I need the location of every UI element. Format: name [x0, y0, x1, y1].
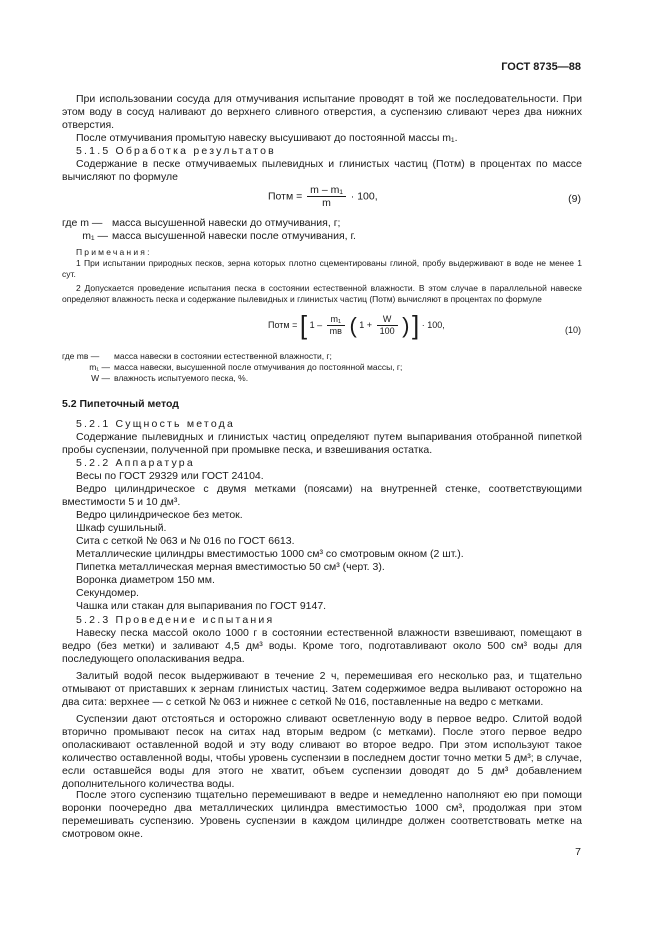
list-item: Пипетка металлическая мерная вместимостью 50 см³ (черт. 3). — [76, 561, 385, 573]
formula-term: 1 + — [359, 319, 373, 330]
formula-term: 1 – — [309, 319, 323, 330]
formula-rhs: · 100, — [421, 319, 445, 330]
page-number: 7 — [575, 846, 581, 858]
formula-numerator: m₁ — [327, 314, 345, 326]
formula-numerator: W — [377, 314, 398, 326]
list-item: Металлические цилиндры вместимостью 1000 см³ со смотровым окном (2 шт.). — [76, 548, 464, 560]
list-item: Ведро цилиндрическое без меток. — [76, 509, 243, 521]
symbol-definitions — [62, 217, 582, 243]
formula-fraction — [307, 184, 346, 209]
definition: масса высушенной навески до отмучивания, г; — [112, 217, 341, 229]
formula-denominator: 100 — [379, 326, 395, 336]
formula-number: (9) — [568, 193, 581, 205]
list-item: Сита с сеткой № 063 и № 016 по ГОСТ 6613. — [76, 535, 295, 547]
paren-close: ) — [402, 313, 410, 338]
formula-9 — [268, 184, 378, 209]
definition-row — [62, 230, 582, 243]
definition-row — [62, 373, 582, 384]
formula-numerator: m – m₁ — [307, 184, 346, 197]
symbol: где m — — [62, 217, 103, 229]
bracket-open: [ — [299, 310, 308, 340]
formula-denominator: m — [322, 197, 331, 209]
section-heading: 5.2.2 Аппаратура — [76, 457, 195, 469]
paragraph: После отмучивания промытую навеску высушивают до постоянной массы m₁. — [76, 132, 458, 144]
section-heading: 5.1.5 Обработка результатов — [76, 145, 276, 157]
definition: масса высушенной навески после отмучивания, г. — [112, 230, 356, 242]
note: 1 При испытании природных песков, зерна которых плотно сцементированы глиной, пробу выдерживают в воде не менее 1 сут. — [62, 258, 582, 279]
list-item: Воронка диаметром 150 мм. — [76, 574, 215, 586]
definition-row — [62, 217, 582, 230]
notes-title: Примечания: — [76, 247, 152, 257]
paragraph: При использовании сосуда для отмучивания испытание проводят в той же последовательности. При этом воду в сосуд наливают до верхнего сливного отверстия, а суспензию сливают через два нижних отверстия. — [62, 93, 582, 131]
standard-header: ГОСТ 8735—88 — [501, 61, 581, 73]
note: 2 Допускается проведение испытания песка в состоянии естественной влажности. В этом случае в параллельной навеске определяют влажность песка и содержание пылевидных и глинистых частиц (Потм) вычисляют в процентах по формуле — [62, 283, 582, 304]
list-item: Секундомер. — [76, 587, 139, 599]
definition-row — [62, 362, 582, 373]
formula-lhs: Потм = — [268, 319, 298, 330]
formula-rhs: · 100, — [350, 190, 378, 203]
formula-fraction — [377, 314, 398, 337]
symbol: W — — [91, 373, 110, 383]
bracket-close: ] — [411, 310, 420, 340]
list-item: Весы по ГОСТ 29329 или ГОСТ 24104. — [76, 470, 264, 482]
section-heading: 5.2.1 Сущность метода — [76, 418, 236, 430]
symbol: где mв — — [62, 351, 100, 361]
paragraph: Навеску песка массой около 1000 г в состоянии естественной влажности взвешивают, помещают в ведро (без метки) и заливают 4,5 дм³ воды. Кроме того, подготавливают около 500 см³ воды для последующего ополаскивания ведра. — [62, 627, 582, 665]
paragraph: После этого суспензию тщательно перемешивают в ведре и немедленно наполняют ею при помощи воронки поочередно два металлических цилиндра вместимостью 1000 см³, продолжая при этом перемешивать суспензию. Уровень суспензии в каждом цилиндре должен соответствовать метке на смотровом окне. — [62, 789, 582, 840]
definition-row — [62, 351, 582, 362]
symbol: m₁ — — [89, 362, 110, 372]
definition: масса навески в состоянии естественной влажности, г; — [114, 351, 332, 361]
formula-10 — [268, 310, 445, 340]
formula-lhs: Потм = — [268, 190, 303, 203]
list-item: Ведро цилиндрическое с двумя метками (поясами) на внутренней стенке, соответствующими вместимости 5 и 10 дм³. — [62, 483, 582, 508]
paragraph: Содержание пылевидных и глинистых частиц определяют путем выпаривания отобранной пипеткой пробы суспензии, полученной при промывке песка, и взвешивания остатка. — [62, 431, 582, 456]
formula-denominator: mв — [329, 326, 342, 336]
definition: влажность испытуемого песка, %. — [114, 373, 249, 383]
list-item: Шкаф сушильный. — [76, 522, 167, 534]
paragraph: Содержание в песке отмучиваемых пылевидных и глинистых частиц (Потм) в процентах по массе вычисляют по формуле — [62, 158, 582, 183]
paragraph: Залитый водой песок выдерживают в течение 2 ч, перемешивая его несколько раз, и тщательно отмывают от приставших к зернам глинистых частиц. Затем содержимое ведра выливают осторожно на два сита: верхнее — с сеткой № 063 и нижнее с сеткой № 016, поставленные на ведро с метками. — [62, 670, 582, 708]
formula-fraction — [327, 314, 345, 337]
formula-number: (10) — [564, 325, 581, 335]
section-heading: 5.2 Пипеточный метод — [62, 398, 179, 410]
paren-open: ( — [349, 313, 357, 338]
list-item: Чашка или стакан для выпаривания по ГОСТ 9147. — [76, 600, 327, 612]
paragraph: Суспензии дают отстояться и осторожно сливают осветленную воду в первое ведро. Слитой водой вторично промывают песок на ситах над вторым ведром (с метками). После этого первое ведро ополаскивают оставленной водой и эту воду сливают во второе ведро. При этом используют такое количество оставленной воды, чтобы уровень суспензии в последнем достиг точно метки 5 дм³; в случае, если оставшейся воды для этого не хватит, объем суспензии доводят до 5 дм³ добавлением дополнительного количества воды. — [62, 713, 582, 790]
symbol: m₁ — — [82, 230, 108, 242]
section-heading: 5.2.3 Проведение испытания — [76, 614, 275, 626]
equipment-list — [62, 470, 582, 613]
symbol-definitions — [62, 351, 582, 384]
definition: масса навески, высушенной после отмучивания до постоянной массы, г; — [114, 362, 403, 372]
